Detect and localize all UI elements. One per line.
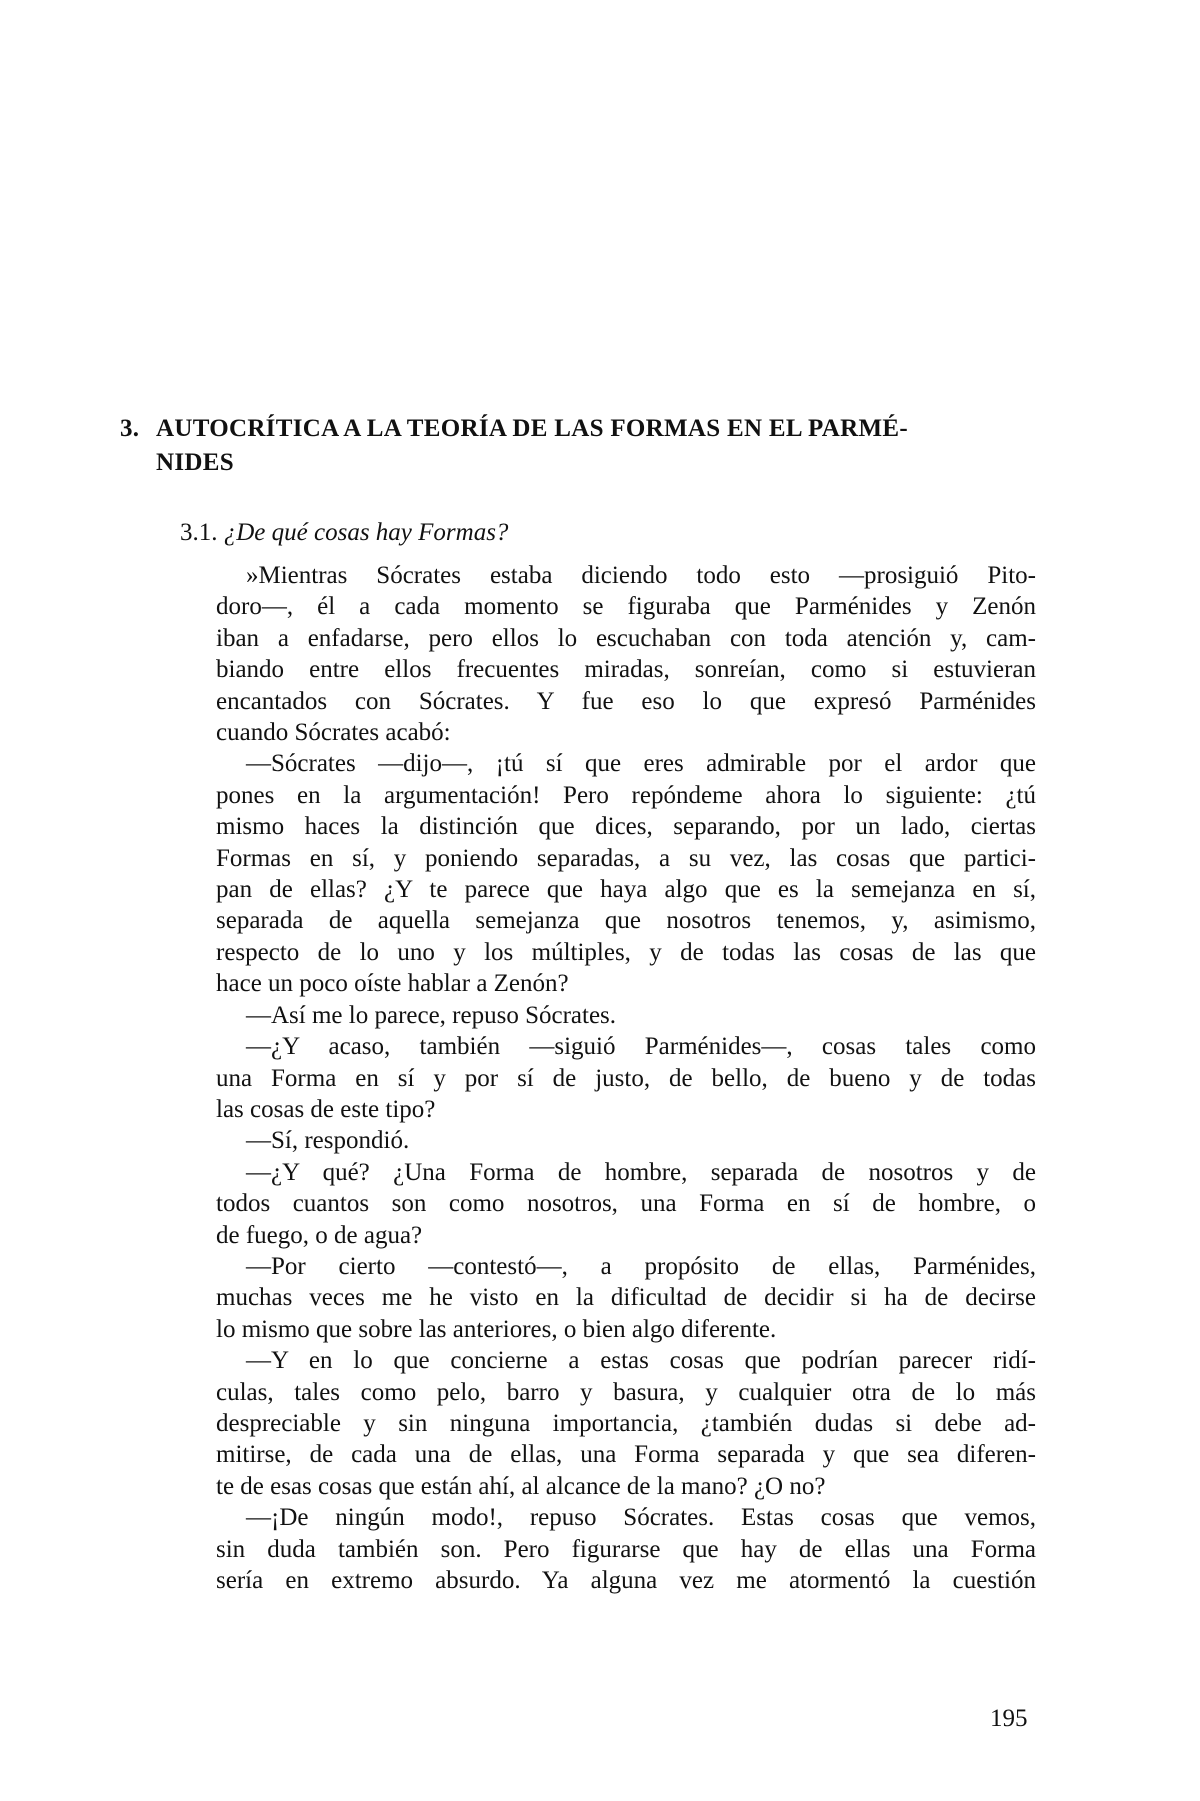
section-title-line-1: AUTOCRÍTICA A LA TEORÍA DE LAS FORMAS EN EL PARMÉ- [156,415,908,442]
text-line: »Mientras Sócrates estaba diciendo todo esto —prosiguió Pito- [246,562,1036,589]
subsection-heading [180,516,508,550]
text-line: Formas en sí, y poniendo separadas, a su vez, las cosas que partici- [216,844,1036,872]
text-line: cuando Sócrates acabó: [216,719,451,747]
body-text [216,560,1036,1596]
text-line: sería en extremo absurdo. Ya alguna vez me atormentó la cuestión [216,1567,1036,1594]
text-line: sin duda también son. Pero figurarse que hay de ellas una Forma [216,1535,1036,1563]
text-line: pones en la argumentación! Pero repóndeme ahora lo siguiente: ¿tú [216,781,1036,809]
text-line: iban a enfadarse, pero ellos lo escuchaban con toda atención y, cam- [216,624,1036,652]
text-line: —¿Y qué? ¿Una Forma de hombre, separada de nosotros y de [246,1158,1036,1186]
text-line: todos cuantos son como nosotros, una Forma en sí de hombre, o [216,1190,1036,1218]
text-line: doro—, él a cada momento se figuraba que Parménides y Zenón [216,593,1036,621]
text-line: pan de ellas? ¿Y te parece que haya algo que es la semejanza en sí, [216,876,1036,904]
text-line: mitirse, de cada una de ellas, una Forma separada y que sea diferen- [216,1441,1036,1469]
text-line: muchas veces me he visto en la dificultad de decidir si ha de decirse [216,1284,1036,1312]
text-line: —Por cierto —contestó—, a propósito de ellas, Parménides, [246,1252,1036,1280]
text-line: de fuego, o de agua? [216,1221,423,1249]
text-line: —Y en lo que concierne a estas cosas que podrían parecer ridí- [246,1347,1036,1375]
text-line: hace un poco oíste hablar a Zenón? [216,970,569,998]
section-title-line-2: NIDES [156,449,234,476]
text-line: —Sí, respondió. [246,1127,410,1155]
subsection-number: 3.1. [180,519,218,546]
text-line: encantados con Sócrates. Y fue eso lo que expresó Parménides [216,687,1036,715]
text-line: una Forma en sí y por sí de justo, de bello, de bueno y de todas [216,1064,1036,1092]
text-line: separada de aquella semejanza que nosotros tenemos, y, asimismo, [216,907,1036,935]
section-heading [120,412,1055,480]
text-line: te de esas cosas que están ahí, al alcance de la mano? ¿O no? [216,1472,826,1500]
text-line: despreciable y sin ninguna importancia, ¿también dudas si debe ad- [216,1409,1036,1437]
text-line: lo mismo que sobre las anteriores, o bien algo diferente. [216,1315,777,1343]
text-line: —¡De ningún modo!, repuso Sócrates. Estas cosas que vemos, [246,1504,1036,1532]
text-line: biando entre ellos frecuentes miradas, sonreían, como si estuvieran [216,656,1036,684]
page-number: 195 [990,1705,1028,1732]
text-line: mismo haces la distinción que dices, separando, por un lado, ciertas [216,813,1036,841]
text-line: —Así me lo parece, repuso Sócrates. [246,1001,617,1029]
subsection-title: ¿De qué cosas hay Formas? [223,519,509,546]
text-line: las cosas de este tipo? [216,1095,436,1123]
text-line: respecto de lo uno y los múltiples, y de todas las cosas de las que [216,938,1036,966]
text-line: —¿Y acaso, también —siguió Parménides—, cosas tales como [246,1033,1036,1061]
text-line: culas, tales como pelo, barro y basura, y cualquier otra de lo más [216,1378,1036,1406]
section-number: 3. [120,415,140,442]
text-line: —Sócrates —dijo—, ¡tú sí que eres admirable por el ardor que [246,750,1036,778]
